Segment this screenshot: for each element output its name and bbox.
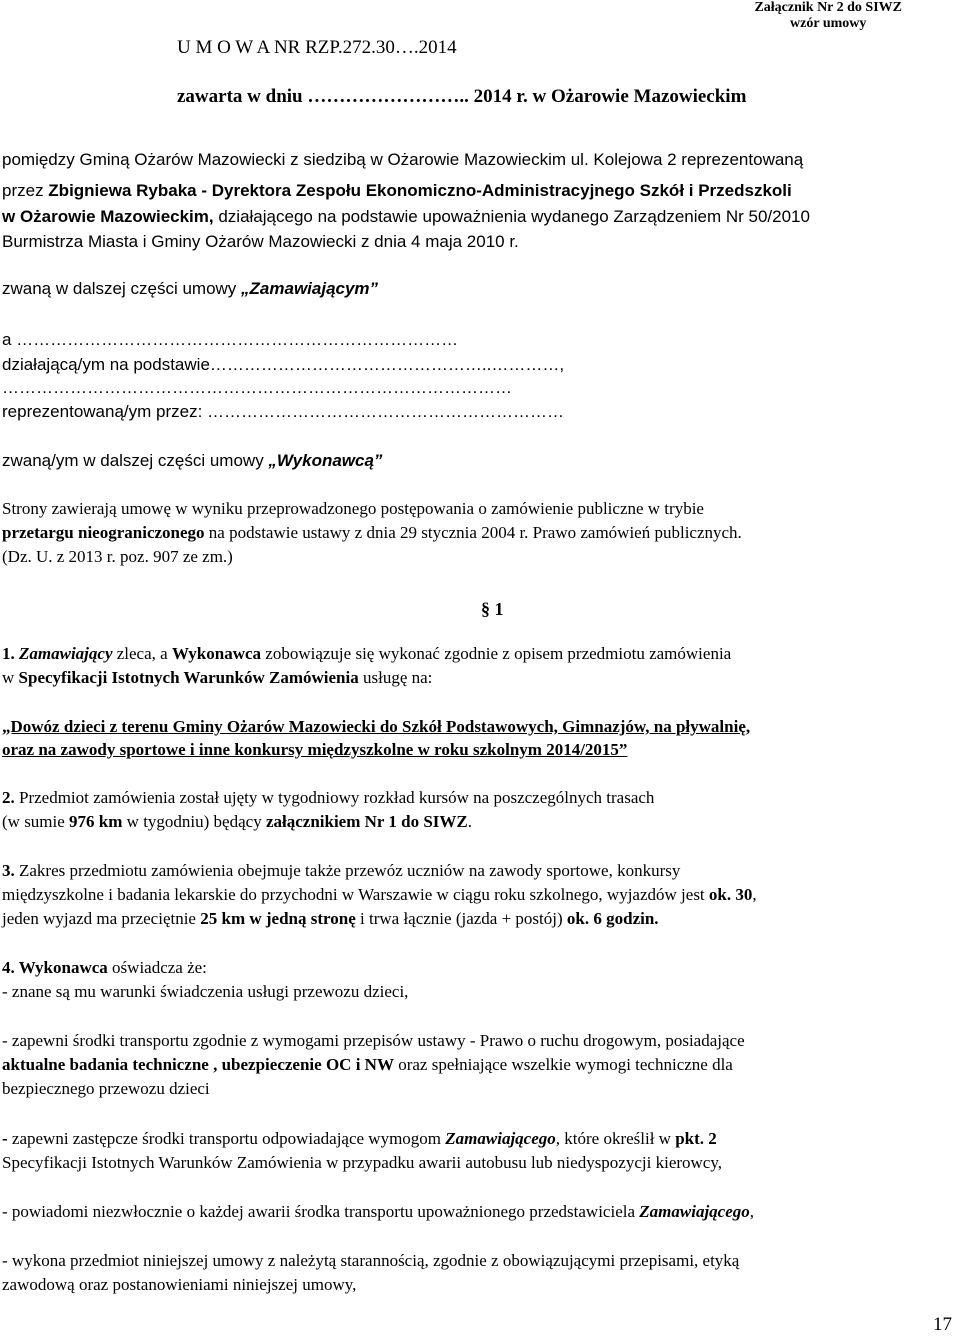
party-name-wykonawca: „Wykonawcą” bbox=[268, 451, 383, 470]
paragraph-3-line-2 bbox=[2, 883, 757, 907]
parties-line-2 bbox=[2, 179, 792, 203]
text-bold: ok. 30 bbox=[708, 885, 753, 904]
text: zobowiązuje się wykonać zgodnie z opisem przedmiotu zamówienia bbox=[261, 644, 732, 663]
text: międzyszkolne i badania lekarskie do przychodni w Warszawie w ciągu roku szkolnego, wyjazdów jest bbox=[2, 885, 709, 904]
text: oświadcza że: bbox=[107, 958, 207, 977]
annex-line-1: Załącznik Nr 2 do SIWZ bbox=[754, 0, 902, 15]
text-bold: ok. 6 godzin. bbox=[566, 909, 659, 928]
contractor-blank-line: ……………………………………………………………………………… bbox=[2, 378, 512, 397]
parties-line-wykonawca bbox=[2, 449, 382, 473]
text: Przedmiot zamówienia został ujęty w tygodniowy rozkład kursów na poszczególnych trasach bbox=[14, 788, 655, 807]
paragraph-4-line-7: Specyfikacji Istotnych Warunków Zamówienia w przypadku awarii autobusu lub niedyspozycji kierowcy, bbox=[2, 1153, 722, 1172]
text: zwaną w dalszej części umowy bbox=[2, 279, 242, 298]
party-name-zamawiajacy: „Zamawiającym” bbox=[241, 279, 379, 298]
text-bold: 976 km bbox=[69, 812, 123, 831]
service-title-line-1: „Dowóz dzieci z terenu Gminy Ożarów Mazowiecki do Szkół Podstawowych, Gimnazjów, na pływalnię, bbox=[2, 717, 751, 736]
text: usługę na: bbox=[358, 668, 433, 687]
page-number: 17 bbox=[933, 1314, 952, 1335]
text-bold: załącznikiem Nr 1 do SIWZ bbox=[265, 812, 468, 831]
text-bold: - bbox=[2, 1129, 12, 1148]
text: zleca, a bbox=[112, 644, 172, 663]
contract-title: U M O W A NR RZP.272.30….2014 bbox=[177, 37, 457, 58]
text-bold-italic: Zamawiającego bbox=[639, 1202, 750, 1221]
paragraph-number: 1. bbox=[2, 644, 19, 663]
text-bold: Specyfikacji Istotnych Warunków Zamówienia bbox=[18, 668, 359, 687]
contractor-basis-line: działającą/ym na podstawie…………………………………………..…………, bbox=[2, 355, 565, 374]
paragraph-2-line-2 bbox=[2, 810, 472, 834]
paragraph-number: 4. Wykonawca bbox=[2, 958, 108, 977]
paragraph-3-line-1 bbox=[2, 859, 680, 883]
paragraph-4-line-6 bbox=[2, 1127, 717, 1151]
annex-label bbox=[754, 0, 902, 32]
annex-line-2: wzór umowy bbox=[790, 16, 867, 31]
text-bold: Wykonawca bbox=[171, 644, 262, 663]
date-line: zawarta w dniu …………………….. 2014 r. w Ożarowie Mazowieckim bbox=[177, 86, 747, 107]
text: . bbox=[467, 812, 473, 831]
text-bold-italic: Zamawiający bbox=[19, 644, 113, 663]
text: zwaną/ym w dalszej części umowy bbox=[2, 451, 269, 470]
paragraph-3-line-3 bbox=[2, 907, 659, 931]
contractor-line: a …………………………………………………………………… bbox=[2, 330, 459, 349]
paragraph-4-line-2: - znane są mu warunki świadczenia usługi przewozu dzieci, bbox=[2, 982, 409, 1001]
contractor-representative-line: reprezentowaną/ym przez: ……………………………………………………… bbox=[2, 402, 565, 421]
text: , bbox=[752, 885, 757, 904]
text: działającego na podstawie upoważnienia wydanego Zarządzeniem Nr 50/2010 bbox=[213, 207, 810, 226]
paragraph-4-line-9: - wykona przedmiot niniejszej umowy z należytą starannością, zgodnie z obowiązującymi przepisami, etyką bbox=[2, 1251, 740, 1270]
text: (w sumie bbox=[2, 812, 70, 831]
text-bold: aktualne badania techniczne , ubezpieczenie OC i NW bbox=[2, 1055, 394, 1074]
text: , bbox=[749, 1202, 755, 1221]
paragraph-4-line-5: bezpiecznego przewozu dzieci bbox=[2, 1079, 210, 1098]
preamble-line-1: Strony zawierają umowę w wyniku przeprowadzonego postępowania o zamówienie publiczne w trybie bbox=[2, 499, 704, 518]
paragraph-number: 3. bbox=[2, 861, 15, 880]
preamble-line-2 bbox=[2, 521, 742, 545]
text-bold: pkt. 2 bbox=[675, 1129, 717, 1148]
parties-line-5 bbox=[2, 277, 378, 301]
paragraph-1-line-2 bbox=[2, 666, 432, 690]
preamble-line-3: (Dz. U. z 2013 r. poz. 907 ze zm.) bbox=[2, 547, 233, 566]
paragraph-4-line-1 bbox=[2, 956, 207, 980]
parties-line-3 bbox=[2, 205, 810, 229]
text: oraz spełniające wszelkie wymogi techniczne dla bbox=[393, 1055, 733, 1074]
text: , które określił w bbox=[555, 1129, 676, 1148]
text: - powiadomi niezwłocznie o każdej awarii środka transportu upoważnionego przedstawiciela bbox=[2, 1202, 640, 1221]
parties-line-1: pomiędzy Gminą Ożarów Mazowiecki z siedzibą w Ożarowie Mazowieckim ul. Kolejowa 2 reprezentowaną bbox=[2, 150, 804, 169]
paragraph-4-line-4 bbox=[2, 1053, 733, 1077]
text-bold-italic: Zamawiającego bbox=[445, 1129, 556, 1148]
text-bold: w Ożarowie Mazowieckim, bbox=[2, 207, 214, 226]
paragraph-number: 2. bbox=[2, 788, 15, 807]
service-title-line-2: oraz na zawody sportowe i inne konkursy międzyszkolne w roku szkolnym 2014/2015” bbox=[2, 740, 628, 759]
text: w bbox=[2, 668, 19, 687]
paragraph-4-line-10: zawodową oraz postanowieniami niniejszej umowy, bbox=[2, 1275, 357, 1294]
paragraph-4-line-8 bbox=[2, 1200, 754, 1224]
text: jeden wyjazd ma przeciętnie bbox=[2, 909, 201, 928]
text: w tygodniu) będący bbox=[122, 812, 266, 831]
tender-type: przetargu nieograniczonego bbox=[2, 523, 205, 542]
text: Zakres przedmiotu zamówienia obejmuje także przewóz uczniów na zawody sportowe, konkursy bbox=[14, 861, 681, 880]
text: zapewni zastępcze środki transportu odpowiadające wymogom bbox=[11, 1129, 446, 1148]
text: przez bbox=[2, 181, 49, 200]
text: na podstawie ustawy z dnia 29 stycznia 2004 r. Prawo zamówień publicznych. bbox=[204, 523, 742, 542]
representative-name: Zbigniewa Rybaka - Dyrektora Zespołu Ekonomiczno-Administracyjnego Szkół i Przedszkoli bbox=[48, 181, 792, 200]
paragraph-4-line-3: - zapewni środki transportu zgodnie z wymogami przepisów ustawy - Prawo o ruchu drogowym, posiadające bbox=[2, 1031, 745, 1050]
section-heading: § 1 bbox=[481, 599, 504, 619]
text: i trwa łącznie (jazda + postój) bbox=[355, 909, 567, 928]
text-bold: 25 km w jedną stronę bbox=[200, 909, 356, 928]
paragraph-1-line-1 bbox=[2, 642, 731, 666]
paragraph-2-line-1 bbox=[2, 786, 654, 810]
parties-line-4: Burmistrza Miasta i Gminy Ożarów Mazowiecki z dnia 4 maja 2010 r. bbox=[2, 232, 519, 251]
